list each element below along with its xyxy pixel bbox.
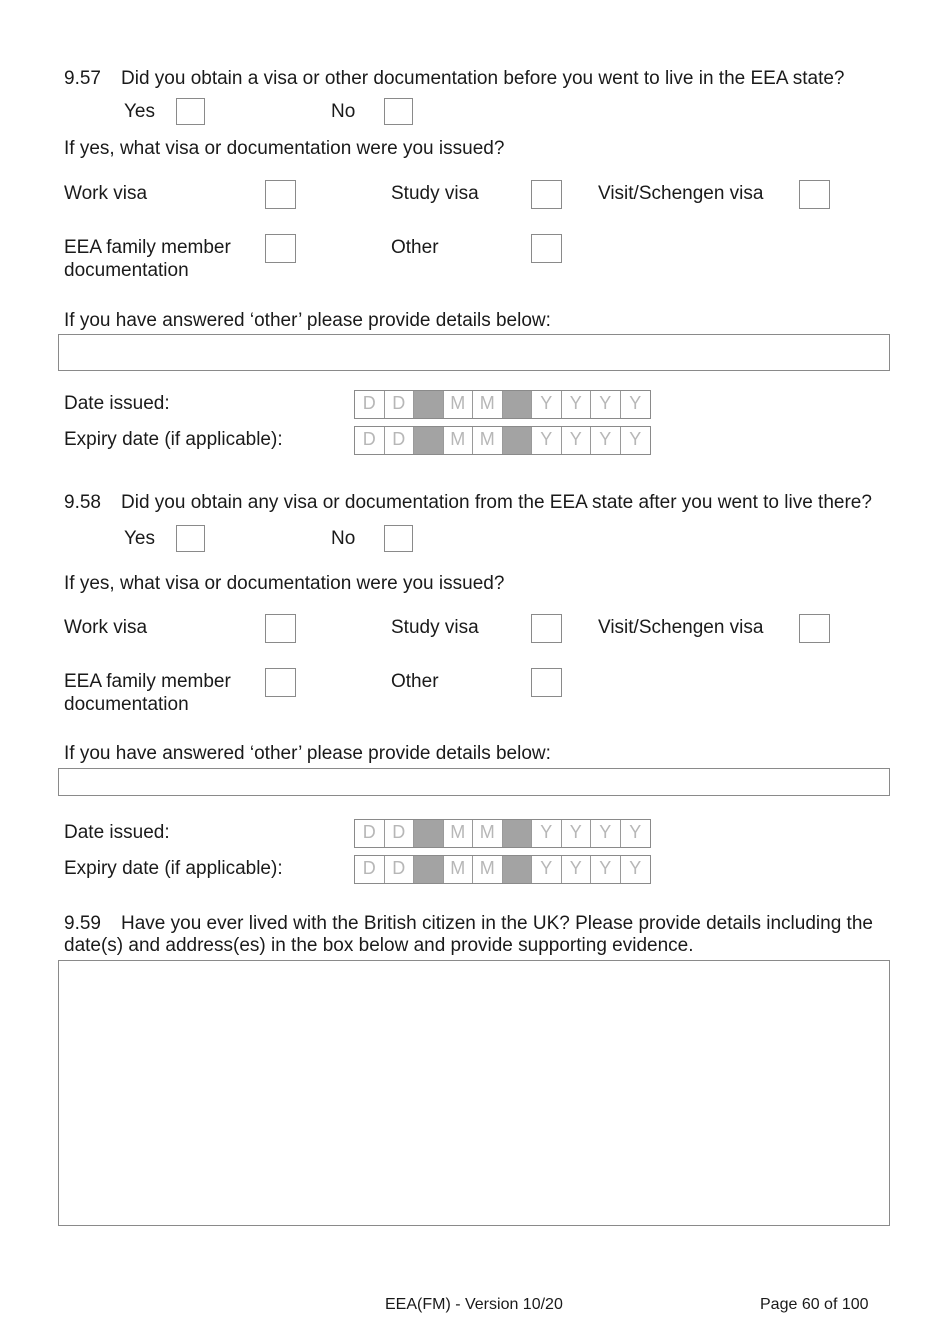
eea-family-label-line1: EEA family member bbox=[64, 671, 231, 692]
other-details-prompt: If you have answered ‘other’ please provide details below: bbox=[64, 310, 551, 331]
month-digit: M bbox=[444, 820, 474, 847]
date-separator bbox=[414, 427, 444, 454]
other-details-prompt: If you have answered ‘other’ please provide details below: bbox=[64, 743, 551, 764]
year-digit: Y bbox=[591, 391, 621, 418]
date-issued-label: Date issued: bbox=[64, 822, 170, 843]
year-digit: Y bbox=[629, 822, 642, 842]
month-digit: M bbox=[444, 391, 474, 418]
year-digit: Y bbox=[629, 429, 642, 449]
question-number: 9.57 bbox=[64, 68, 101, 89]
yes-checkbox[interactable] bbox=[176, 525, 205, 552]
no-label: No bbox=[331, 101, 356, 122]
work-visa-checkbox[interactable] bbox=[265, 614, 296, 643]
year-digit: Y bbox=[591, 820, 621, 847]
date-separator bbox=[414, 391, 444, 418]
visit-schengen-visa-checkbox[interactable] bbox=[799, 180, 830, 209]
date-separator bbox=[414, 820, 444, 847]
day-digit: D bbox=[385, 820, 415, 847]
month-digit: M bbox=[444, 856, 474, 883]
yes-checkbox[interactable] bbox=[176, 98, 205, 125]
study-visa-label: Study visa bbox=[391, 617, 479, 638]
date-separator bbox=[414, 856, 444, 883]
day-digit: D bbox=[385, 856, 415, 883]
eea-family-label-line1: EEA family member bbox=[64, 237, 231, 258]
lived-with-details-textarea[interactable] bbox=[58, 960, 890, 1226]
study-visa-checkbox[interactable] bbox=[531, 614, 562, 643]
work-visa-checkbox[interactable] bbox=[265, 180, 296, 209]
other-details-input[interactable] bbox=[58, 768, 890, 796]
month-digit: M bbox=[473, 391, 503, 418]
if-yes-prompt: If yes, what visa or documentation were you issued? bbox=[64, 138, 505, 159]
year-digit: Y bbox=[562, 820, 592, 847]
study-visa-label: Study visa bbox=[391, 183, 479, 204]
year-digit: Y bbox=[629, 858, 642, 878]
no-checkbox[interactable] bbox=[384, 98, 413, 125]
day-digit: D bbox=[385, 391, 415, 418]
eea-family-label-line2: documentation bbox=[64, 694, 189, 715]
date-separator bbox=[503, 427, 533, 454]
no-checkbox[interactable] bbox=[384, 525, 413, 552]
date-separator bbox=[503, 856, 533, 883]
other-label: Other bbox=[391, 671, 439, 692]
year-digit: Y bbox=[562, 856, 592, 883]
month-digit: M bbox=[444, 427, 474, 454]
month-digit: M bbox=[473, 856, 503, 883]
other-checkbox[interactable] bbox=[531, 234, 562, 263]
other-details-input[interactable] bbox=[58, 334, 890, 371]
day-digit: D bbox=[355, 856, 385, 883]
date-issued-field[interactable] bbox=[354, 819, 651, 848]
month-digit: M bbox=[473, 427, 503, 454]
question-text: Did you obtain any visa or documentation from the EEA state after you went to live there? bbox=[121, 492, 872, 513]
question-number: 9.58 bbox=[64, 492, 101, 513]
visit-schengen-visa-label: Visit/Schengen visa bbox=[598, 617, 764, 638]
form-version: EEA(FM) - Version 10/20 bbox=[385, 1296, 563, 1313]
year-digit: Y bbox=[532, 856, 562, 883]
eea-family-label-line2: documentation bbox=[64, 260, 189, 281]
other-checkbox[interactable] bbox=[531, 668, 562, 697]
question-text-line2: date(s) and address(es) in the box below and provide supporting evidence. bbox=[64, 935, 694, 956]
month-digit: M bbox=[473, 820, 503, 847]
work-visa-label: Work visa bbox=[64, 183, 148, 204]
yes-label: Yes bbox=[124, 101, 155, 122]
year-digit: Y bbox=[532, 427, 562, 454]
page-number: Page 60 of 100 bbox=[760, 1296, 869, 1313]
year-digit: Y bbox=[532, 391, 562, 418]
question-text-line1: Have you ever lived with the British citizen in the UK? Please provide details including the bbox=[121, 913, 873, 934]
date-separator bbox=[503, 820, 533, 847]
expiry-date-field[interactable] bbox=[354, 855, 651, 884]
year-digit: Y bbox=[562, 427, 592, 454]
day-digit: D bbox=[355, 391, 385, 418]
year-digit: Y bbox=[591, 856, 621, 883]
eea-family-checkbox[interactable] bbox=[265, 668, 296, 697]
year-digit: Y bbox=[532, 820, 562, 847]
year-digit: Y bbox=[629, 393, 642, 413]
if-yes-prompt: If yes, what visa or documentation were you issued? bbox=[64, 573, 505, 594]
date-issued-field[interactable] bbox=[354, 390, 651, 419]
yes-label: Yes bbox=[124, 528, 155, 549]
question-number: 9.59 bbox=[64, 913, 101, 934]
day-digit: D bbox=[355, 427, 385, 454]
visit-schengen-visa-label: Visit/Schengen visa bbox=[598, 183, 764, 204]
no-label: No bbox=[331, 528, 356, 549]
expiry-date-label: Expiry date (if applicable): bbox=[64, 858, 283, 879]
date-issued-label: Date issued: bbox=[64, 393, 170, 414]
day-digit: D bbox=[355, 820, 385, 847]
date-separator bbox=[503, 391, 533, 418]
year-digit: Y bbox=[591, 427, 621, 454]
eea-family-checkbox[interactable] bbox=[265, 234, 296, 263]
question-text: Did you obtain a visa or other documentation before you went to live in the EEA state? bbox=[121, 68, 845, 89]
study-visa-checkbox[interactable] bbox=[531, 180, 562, 209]
work-visa-label: Work visa bbox=[64, 617, 148, 638]
year-digit: Y bbox=[562, 391, 592, 418]
expiry-date-label: Expiry date (if applicable): bbox=[64, 429, 283, 450]
other-label: Other bbox=[391, 237, 439, 258]
expiry-date-field[interactable] bbox=[354, 426, 651, 455]
visit-schengen-visa-checkbox[interactable] bbox=[799, 614, 830, 643]
day-digit: D bbox=[385, 427, 415, 454]
